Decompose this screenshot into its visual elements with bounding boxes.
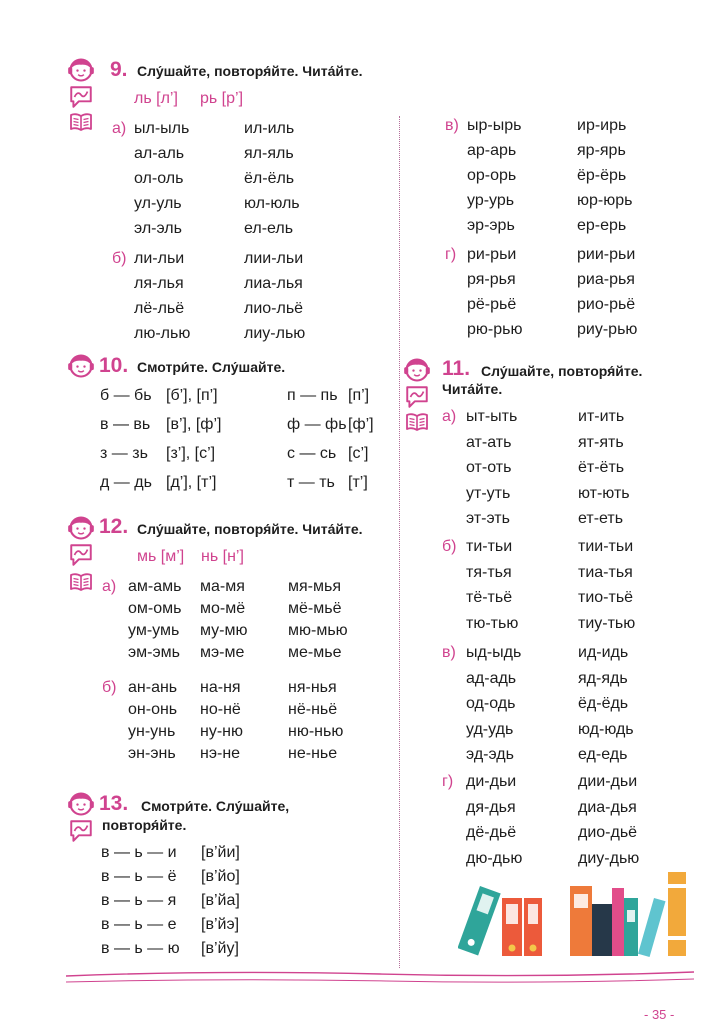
syllable-pair: яд-ядь [578, 669, 628, 687]
syllable-pair: мо-мё [200, 600, 246, 617]
consonant-pair: в — вь [100, 416, 151, 433]
syllable-pair: лё-льё [134, 300, 185, 317]
syllable-pair: ер-ерь [577, 217, 627, 234]
exercise-number: 9. [110, 58, 128, 81]
speak-icon [403, 384, 431, 410]
consonant-pair: б — бь [100, 387, 152, 404]
syllable-pair: ли-льи [134, 250, 185, 267]
syllable-pair: ет-еть [578, 510, 624, 527]
syllable-pair: ря-рья [467, 271, 516, 288]
syllable-pair: ед-едь [578, 746, 628, 763]
listen-icon [67, 514, 95, 542]
syllable-pair: ме-мье [288, 644, 342, 661]
syllable-pair: дё-дьё [466, 824, 517, 841]
exercise-number: 13. [99, 792, 129, 815]
syllable-pair: лио-льё [244, 300, 304, 317]
syllable-pair: ыд-ыдь [466, 644, 522, 661]
syllable-pair: ан-ань [128, 679, 178, 696]
syllable-pair: ит-ить [578, 408, 625, 425]
syllable-pair: лиа-лья [244, 275, 303, 292]
sound-transcription: [з’], [с’] [166, 445, 216, 462]
syllable-pair: ял-яль [244, 145, 294, 162]
sound-transcription: [в’йо] [201, 868, 240, 885]
section-letter: а) [442, 408, 457, 425]
syllable-pair: ёр-ёрь [577, 167, 627, 184]
listen-icon [67, 790, 95, 818]
syllable-pair: диа-дья [578, 798, 637, 816]
sound-transcription: [ф’] [348, 416, 374, 433]
section-letter: г) [442, 773, 454, 790]
books-illustration [458, 866, 694, 958]
syllable-pair: ма-мя [200, 578, 245, 595]
section-letter: в) [445, 117, 459, 134]
syllable-pair: тио-тьё [578, 589, 634, 606]
listen-icon [67, 56, 95, 84]
sound-transcription: [в’йа] [201, 892, 240, 909]
letter-sequence: в — ь — ё [101, 868, 177, 885]
syllable-pair: ят-ять [578, 433, 624, 451]
syllable-pair: ир-ирь [577, 117, 627, 134]
syllable-pair: ри-рьи [467, 246, 517, 263]
syllable-pair: ел-ель [244, 220, 294, 237]
syllable-pair: ню-нью [288, 723, 344, 740]
syllable-pair: нё-ньё [288, 701, 338, 718]
syllable-pair: ёд-ёдь [578, 695, 629, 712]
read-icon [67, 570, 95, 594]
syllable-pair: тиа-тья [578, 563, 633, 581]
exercise-title: Чита́йте. [442, 381, 503, 397]
syllable-pair: юр-юрь [577, 192, 633, 209]
sound-transcription: [д’], [т’] [166, 474, 217, 491]
syllable-pair: эд-эдь [466, 746, 514, 763]
sound-transcription: [в’], [ф’] [166, 416, 222, 433]
letter-sequence: в — ь — я [101, 892, 177, 909]
consonant-pair: п — пь [287, 387, 338, 404]
syllable-pair: юд-юдь [578, 720, 634, 738]
syllable-pair: ал-аль [134, 145, 185, 162]
syllable-pair: мю-мью [288, 622, 348, 639]
syllable-pair: эт-эть [466, 510, 510, 527]
syllable-pair: мэ-ме [200, 644, 245, 661]
syllable-pair: рё-рьё [467, 296, 517, 313]
syllable-pair: тя-тья [466, 563, 512, 581]
syllable-pair: рии-рьи [577, 246, 636, 263]
speak-icon [67, 84, 95, 110]
letter-sequence: в — ь — ю [101, 940, 180, 957]
sound-transcription: [б’], [п’] [166, 387, 218, 404]
syllable-pair: мя-мья [288, 578, 341, 595]
sound-transcription: [т’] [348, 474, 368, 491]
syllable-pair: од-одь [466, 695, 516, 712]
section-letter: б) [102, 679, 117, 696]
syllable-pair: дии-дьи [578, 773, 638, 790]
exercise-number: 12. [99, 515, 129, 538]
consonant-pair: с — сь [287, 445, 337, 462]
syllable-pair: яр-ярь [577, 142, 626, 159]
listen-icon [403, 356, 431, 384]
syllable-pair: ат-ать [466, 433, 512, 451]
syllable-pair: лии-льи [244, 250, 304, 267]
syllable-pair: но-нё [200, 701, 241, 718]
letter-sequence: в — ь — е [101, 916, 177, 933]
section-letter: г) [445, 246, 457, 263]
section-letter: б) [112, 250, 127, 267]
syllable-pair: юл-юль [244, 195, 300, 212]
sound-label: рь [р’] [200, 90, 244, 107]
sound-transcription: [с’] [348, 445, 369, 462]
sound-transcription: [в’йи] [201, 844, 240, 861]
exercise-title: Слу́шайте, повторя́йте. [481, 363, 643, 379]
read-icon [403, 410, 431, 434]
syllable-pair: му-мю [200, 622, 248, 639]
syllable-pair: ыл-ыль [134, 120, 190, 137]
exercise-title: Слу́шайте, повторя́йте. Чита́йте. [137, 63, 363, 79]
exercise-number: 11. [442, 357, 471, 380]
syllable-pair: ля-лья [134, 275, 184, 292]
syllable-pair: ар-арь [467, 142, 517, 159]
section-letter: в) [442, 644, 456, 661]
page-number: - 35 - [644, 1007, 675, 1022]
syllable-pair: ыр-ырь [467, 117, 522, 134]
syllable-pair: ид-идь [578, 644, 629, 661]
sound-label: мь [м’] [137, 548, 185, 565]
syllable-pair: ам-амь [128, 578, 182, 595]
syllable-pair: не-нье [288, 745, 338, 762]
syllable-pair: рио-рьё [577, 296, 636, 313]
syllable-pair: дио-дьё [578, 824, 638, 841]
sound-label: ль [л’] [134, 90, 178, 107]
syllable-pair: ад-адь [466, 669, 517, 687]
bottom-wave-line [66, 966, 694, 990]
syllable-pair: рю-рью [467, 321, 523, 338]
exercise-title: Смотри́те. Слу́шайте. [137, 359, 286, 375]
syllable-pair: ут-уть [466, 484, 511, 502]
syllable-pair: ур-урь [467, 192, 515, 209]
syllable-pair: тиу-тью [578, 614, 636, 632]
syllable-pair: эн-энь [128, 745, 176, 762]
section-letter: а) [102, 578, 117, 595]
syllable-pair: ол-оль [134, 170, 184, 187]
syllable-pair: ди-дьи [466, 773, 517, 790]
syllable-pair: диу-дью [578, 849, 640, 867]
syllable-pair: он-онь [128, 701, 178, 718]
consonant-pair: з — зь [100, 445, 148, 462]
syllable-pair: от-оть [466, 459, 512, 476]
syllable-pair: ёл-ёль [244, 170, 295, 187]
section-letter: а) [112, 120, 127, 137]
syllable-pair: ом-омь [128, 600, 182, 617]
exercise-number: 10. [99, 354, 129, 377]
syllable-pair: тии-тьи [578, 538, 634, 555]
syllable-pair: ти-тьи [466, 538, 513, 555]
syllable-pair: эм-эмь [128, 644, 180, 661]
speak-icon [67, 818, 95, 844]
syllable-pair: лю-лью [134, 325, 191, 342]
read-icon [67, 110, 95, 134]
consonant-pair: ф — фь [287, 416, 347, 433]
exercise-title: Смотри́те. Слу́шайте, [141, 798, 290, 814]
syllable-pair: мё-мьё [288, 600, 342, 617]
syllable-pair: эр-эрь [467, 217, 515, 234]
sound-label: нь [н’] [201, 548, 244, 565]
syllable-pair: ил-иль [244, 120, 295, 137]
syllable-pair: риа-рья [577, 271, 635, 288]
consonant-pair: д — дь [100, 474, 152, 491]
syllable-pair: дю-дью [466, 849, 523, 867]
syllable-pair: нэ-не [200, 745, 241, 762]
syllable-pair: ыт-ыть [466, 408, 518, 425]
syllable-pair: лиу-лью [244, 325, 306, 342]
speak-icon [67, 542, 95, 568]
syllable-pair: эл-эль [134, 220, 182, 237]
syllable-pair: ня-нья [288, 679, 337, 696]
syllable-pair: ун-унь [128, 723, 176, 740]
syllable-pair: на-ня [200, 679, 241, 696]
column-divider [399, 116, 400, 968]
listen-icon [67, 352, 95, 380]
syllable-pair: риу-рью [577, 321, 638, 338]
syllable-pair: уд-удь [466, 720, 514, 738]
sound-transcription: [п’] [348, 387, 370, 404]
exercise-title: повторя́йте. [102, 817, 187, 833]
syllable-pair: ют-ють [578, 484, 630, 502]
syllable-pair: ум-умь [128, 622, 180, 639]
syllable-pair: дя-дья [466, 798, 516, 816]
syllable-pair: ул-уль [134, 195, 182, 212]
consonant-pair: т — ть [287, 474, 335, 491]
section-letter: б) [442, 538, 457, 555]
syllable-pair: тё-тьё [466, 589, 513, 606]
letter-sequence: в — ь — и [101, 844, 177, 861]
exercise-title: Слу́шайте, повторя́йте. Чита́йте. [137, 521, 363, 537]
sound-transcription: [в’йэ] [201, 916, 240, 933]
syllable-pair: ну-ню [200, 723, 243, 740]
syllable-pair: тю-тью [466, 614, 519, 632]
syllable-pair: ёт-ёть [578, 459, 625, 476]
sound-transcription: [в’йу] [201, 940, 239, 957]
syllable-pair: ор-орь [467, 167, 517, 184]
